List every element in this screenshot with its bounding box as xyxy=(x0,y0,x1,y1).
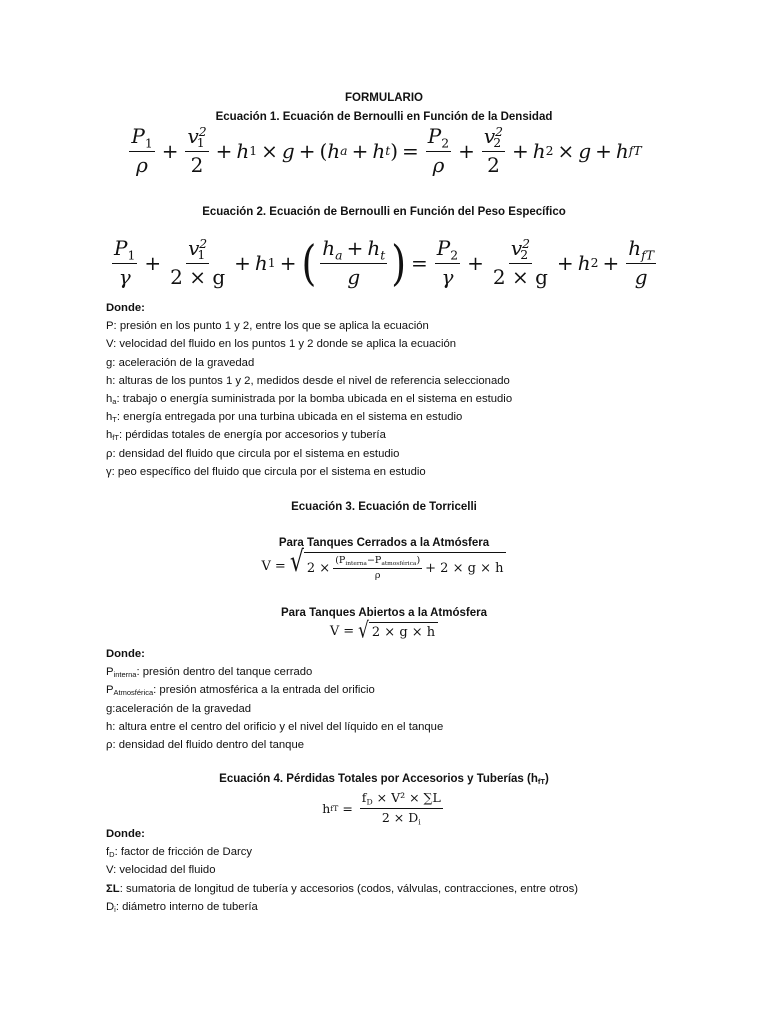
list-item: $P_{interna}$: presión dentro del tanque cerrado xyxy=(106,666,313,680)
eq3-closed-heading: Para Tanques Cerrados a la Atmósfera xyxy=(278,537,490,549)
eq3-closed-formula: V = √ 2 × $\frac{(P_{interna}-P_{atmosférica})}{\rho}$ + 2 × g × h xyxy=(0,552,768,581)
list-item: $f_D$: factor de fricción de Darcy xyxy=(106,846,253,860)
eq4-formula: h fT = $\frac{f_D \times V^2 \times \sum L}{2 \times D_i}$ xyxy=(322,790,441,827)
list-item: g:aceleración de la gravedad xyxy=(106,702,252,715)
page-title: FORMULARIO xyxy=(345,92,423,104)
eq2-formula: $\frac{P_1}{\gamma}$ + $\frac{v_1^2}{2 \times g}$ + h 1 + ( $\frac{h_a + h_t}{g}$ ) = $\frac{P_2}{\gamma}$ + $\frac{v_2^2}{2 \times g}$ + h 2 + $\frac{h_{fT}}{g}$ xyxy=(114,235,654,291)
eq3-open-formula: V = √ 2 × g × h xyxy=(0,622,768,640)
donde2-list xyxy=(106,645,746,754)
list-item: ΣL: sumatoria de longitud de tubería y accesorios (codos, válvulas, contracciones, entre otros) xyxy=(106,882,579,895)
eq3-open-heading: Para Tanques Abiertos a la Atmósfera xyxy=(280,607,487,619)
list-item: $h_{fT}$: pérdidas totales de energía por accesorios y tubería xyxy=(106,429,386,443)
donde1-list xyxy=(106,299,746,481)
list-item: $D_i$: diámetro interno de tubería xyxy=(106,900,258,914)
list-item: ρ: densidad del fluido que circula por el sistema en estudio xyxy=(106,447,400,460)
eq1-formula: $\frac{P_1}{\rho}$ + $\frac{v_1^2}{2}$ + h 1 × g + ( h a + h t ) = $\frac{P_2}{\rho}$ + $\frac{v_2^2}{2}$ + h 2 × g + h fT xyxy=(131,124,642,178)
donde3-label: Donde: xyxy=(106,828,145,840)
eq1-heading: Ecuación 1. Ecuación de Bernoulli en Función de la Densidad xyxy=(215,111,553,123)
list-item: V: velocidad del fluido xyxy=(106,864,216,877)
list-item: $P_{Atmosférica}$: presión atmosférica a la entrada del orificio xyxy=(106,684,375,698)
list-item: γ: peo específico del fluido que circula por el sistema en estudio xyxy=(106,465,426,478)
list-item: P: presión en los punto 1 y 2, entre los que se aplica la ecuación xyxy=(106,320,429,333)
list-item: $h_a$: trabajo o energía suministrada por la bomba ubicada en el sistema en estudio xyxy=(106,392,513,406)
list-item: h: alturas de los puntos 1 y 2, medidos desde el nivel de referencia seleccionado xyxy=(106,374,510,387)
list-item: V: velocidad del fluido en los puntos 1 y 2 donde se aplica la ecuación xyxy=(106,338,457,351)
list-item: g: aceleración de la gravedad xyxy=(106,356,255,369)
eq2-heading: Ecuación 2. Ecuación de Bernoulli en Función del Peso Específico xyxy=(202,206,566,218)
donde3-list xyxy=(106,825,746,916)
list-item: h: altura entre el centro del orificio y el nivel del líquido en el tanque xyxy=(106,720,444,733)
eq4-heading: Ecuación 4. Pérdidas Totales por Accesorios y Tuberías $(h_{fT})$ xyxy=(219,773,549,786)
donde1-label: Donde: xyxy=(106,302,145,314)
donde2-label: Donde: xyxy=(106,648,145,660)
list-item: ρ: densidad del fluido dentro del tanque xyxy=(106,738,305,751)
list-item: $h_T$: energía entregada por una turbina ubicada en el sistema en estudio xyxy=(106,411,463,425)
eq3-heading: Ecuación 3. Ecuación de Torricelli xyxy=(291,501,477,513)
